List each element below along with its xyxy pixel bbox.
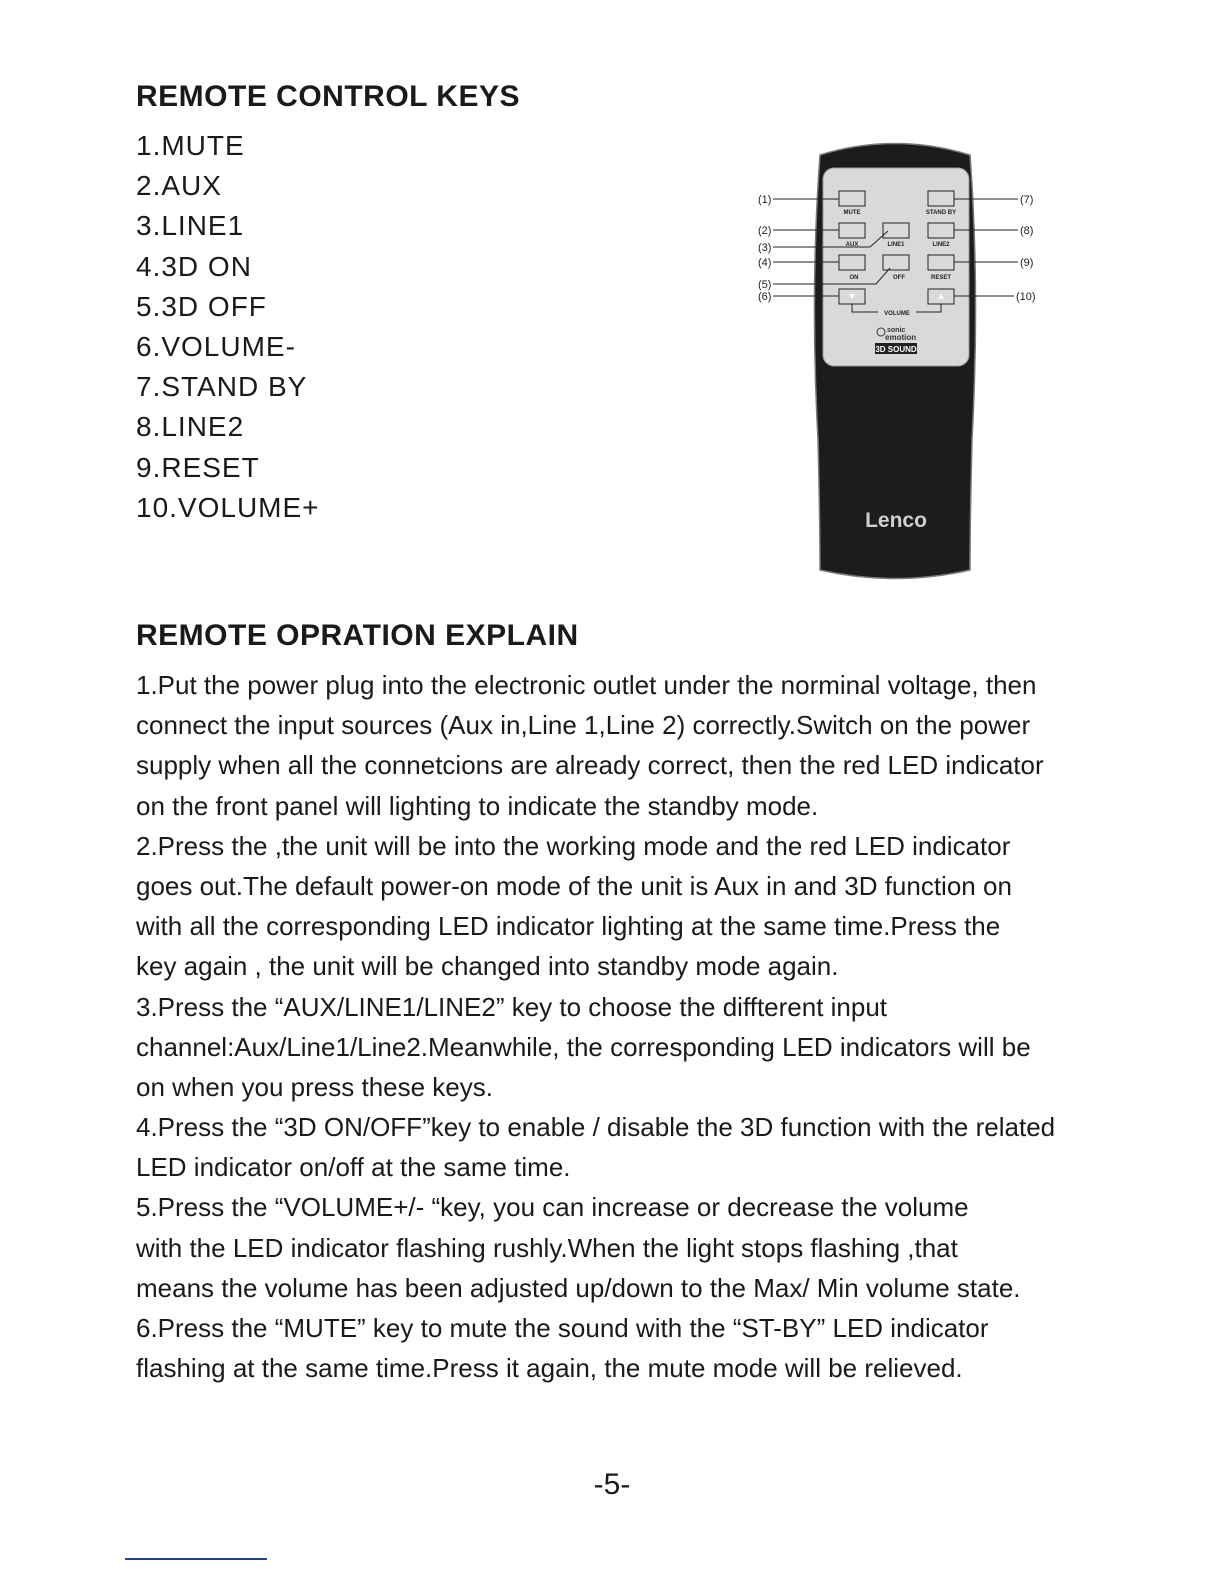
aux-key-label: AUX <box>845 242 859 248</box>
operation-text <box>136 665 1146 1388</box>
logo-sonic-text: sonic <box>887 327 906 334</box>
list-item: 10.VOLUME+ <box>136 491 320 523</box>
3d-on-key[interactable] <box>839 255 865 270</box>
text-line: 6.Press the “MUTE” key to mute the sound with the “ST-BY” LED indicator <box>136 1313 989 1343</box>
remote-keys-list <box>136 126 320 528</box>
3d-off-key[interactable] <box>883 255 909 270</box>
text-line: on when you press these keys. <box>136 1071 493 1102</box>
standby-key-label: STAND BY <box>925 210 957 216</box>
text-line: means the volume has been adjusted up/down to the Max/ Min volume state. <box>136 1272 1021 1303</box>
operation-heading: REMOTE OPRATION EXPLAIN <box>136 619 579 652</box>
callout-4: (4) <box>758 257 772 269</box>
callout-10: (10) <box>1016 291 1036 303</box>
page-number: -5- <box>593 1468 631 1501</box>
text-line: on the front panel will lighting to indicate the standby mode. <box>136 790 819 821</box>
3d-off-key-label: OFF <box>893 275 905 281</box>
text-line: 3.Press the “AUX/LINE1/LINE2” key to choose the diffterent input <box>136 991 888 1022</box>
callout-3: (3) <box>758 242 772 254</box>
list-item: 1.MUTE <box>136 130 245 161</box>
line1-key-label: LINE1 <box>887 242 905 248</box>
text-line: channel:Aux/Line1/Line2.Meanwhile, the corresponding LED indicators will be <box>136 1031 1031 1062</box>
line2-key[interactable] <box>928 223 954 238</box>
text-line: supply when all the connetcions are already correct, then the red LED indicator <box>136 750 1044 781</box>
line1-key[interactable] <box>883 223 909 238</box>
mute-key[interactable] <box>839 191 865 206</box>
callout-6: (6) <box>758 291 772 303</box>
text-line: flashing at the same time.Press it again, the mute mode will be relieved. <box>136 1353 963 1384</box>
list-item: 9.RESET <box>136 451 260 483</box>
text-line: with the LED indicator flashing rushly.When the light stops flashing ,that <box>136 1232 958 1263</box>
text-line: key again , the unit will be changed into standby mode again. <box>136 951 839 982</box>
reset-key[interactable] <box>928 255 954 270</box>
mute-key-label: MUTE <box>843 210 861 216</box>
text-line: 1.Put the power plug into the electronic outlet under the norminal voltage, then <box>136 670 1037 700</box>
aux-key[interactable] <box>839 223 865 238</box>
text-line: 2.Press the ,the unit will be into the working mode and the red LED indicator <box>136 830 1011 861</box>
list-item: 6.VOLUME- <box>136 330 296 362</box>
remote-control-figure <box>748 140 1058 585</box>
footer-rule <box>125 1558 267 1560</box>
list-item: 8.LINE2 <box>136 411 245 443</box>
text-line: 5.Press the “VOLUME+/- “key, you can increase or decrease the volume <box>136 1192 969 1223</box>
callout-8: (8) <box>1020 225 1034 237</box>
list-item: 4.3D ON <box>136 250 252 282</box>
text-line: with all the corresponding LED indicator lighting at the same time.Press the <box>136 911 1001 942</box>
standby-key[interactable] <box>928 191 954 206</box>
remote-keys-heading: REMOTE CONTROL KEYS <box>136 80 520 113</box>
3d-on-key-label: ON <box>849 275 859 281</box>
callout-9: (9) <box>1020 257 1034 269</box>
list-item: 2.AUX <box>136 170 222 202</box>
reset-key-label: RESET <box>930 275 952 281</box>
line2-key-label: LINE2 <box>932 242 950 248</box>
text-line: LED indicator on/off at the same time. <box>136 1152 571 1183</box>
callout-1: (1) <box>758 194 772 206</box>
list-item: 3.LINE1 <box>136 210 245 242</box>
list-item: 7.STAND BY <box>136 371 308 403</box>
text-line: 4.Press the “3D ON/OFF”key to enable / disable the 3D function with the related <box>136 1112 1056 1143</box>
logo-emotion-text: emotion <box>885 333 917 342</box>
volume-label: VOLUME <box>884 311 910 317</box>
brand-logo: Lenco <box>865 509 927 532</box>
text-line: goes out.The default power-on mode of the unit is Aux in and 3D function on <box>136 870 1012 901</box>
logo-3d-sound-text: 3D SOUND <box>875 345 917 354</box>
callout-7: (7) <box>1020 194 1034 206</box>
callout-5: (5) <box>758 279 772 291</box>
list-item: 5.3D OFF <box>136 290 267 322</box>
callout-2: (2) <box>758 225 772 237</box>
text-line: connect the input sources (Aux in,Line 1,Line 2) correctly.Switch on the power <box>136 710 1031 741</box>
